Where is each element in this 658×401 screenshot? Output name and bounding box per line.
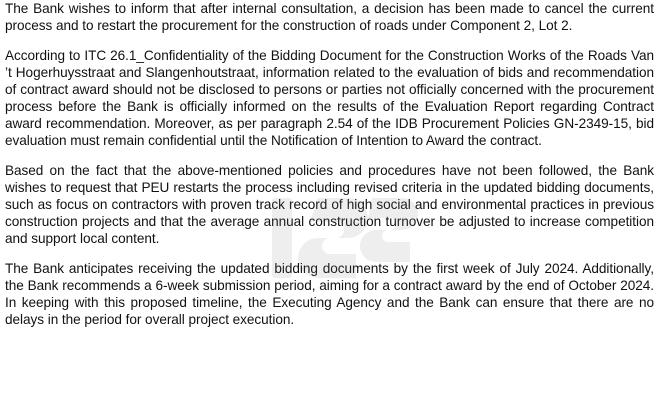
letter-body: [5, 0, 654, 341]
paragraph-restart-request: Based on the fact that the above-mentioned policies and procedures have not been followed, the Bank wishes to request that PEU restarts the process including revised criteria in the updated bidding documents, such as focus on contractors with proven track record of high social and environmental practices in previous construction projects and that the average annual construction turnover be adjusted to increase competition and support local content.: [5, 163, 654, 246]
paragraph-timeline: The Bank anticipates receiving the updated bidding documents by the first week of July 2024. Additionally, the Bank recommends a 6-week submission period, aiming for a contract award by the end of October 2024. In keeping with this proposed timeline, the Executing Agency and the Bank can ensure that there are no delays in the period for overall project execution.: [5, 261, 654, 327]
paragraph-cancellation-notice: The Bank wishes to inform that after internal consultation, a decision has been made to cancel the current process and to restart the procurement for the construction of roads under Component 2, Lot 2.: [5, 1, 654, 33]
paragraph-confidentiality-clause: According to ITC 26.1_Confidentiality of the Bidding Document for the Construction Works of the Roads Van ’t Hogerhuysstraat and Slangenhoutstraat, information related to the evaluation of bids and recommendation of contract award should not be disclosed to persons or parties not officially concerned with the procurement process before the Bank is officially informed on the results of the Evaluation Report regarding Contract award recommendation. Moreover, as per paragraph 2.54 of the IDB Procurement Policies GN-2349-15, bid evaluation must remain confidential until the Notification of Intention to Award the contract.: [5, 48, 654, 148]
